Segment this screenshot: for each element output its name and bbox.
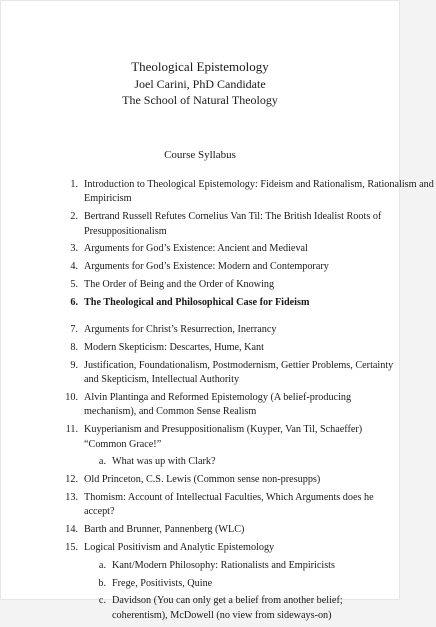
sub-item-text: Davidson (You can only get a belief from another belief; coherentism), McDowell (no view from sideways-on) bbox=[112, 595, 343, 621]
item-text: Arguments for Christ’s Resurrection, Inerrancy bbox=[84, 324, 277, 336]
item-number: 12. bbox=[65, 474, 78, 486]
item-text: Kuyperianism and Presuppositionalism (Kuyper, Van Til, Schaeffer) “Common Grace!” bbox=[84, 424, 363, 450]
item-text: Bertrand Russell Refutes Cornelius Van Til: The British Idealist Roots of Presuppositionalism bbox=[84, 211, 382, 237]
list-item bbox=[0, 523, 400, 537]
item-text: Arguments for God’s Existence: Modern and Contemporary bbox=[84, 261, 329, 273]
sub-item-text: Kant/Modern Philosophy: Rationalists and Empiricists bbox=[112, 559, 335, 571]
list-item bbox=[0, 323, 400, 337]
sub-list-item bbox=[0, 559, 400, 573]
item-number: 14. bbox=[65, 524, 78, 536]
list-item bbox=[0, 242, 400, 256]
item-text: Old Princeton, C.S. Lewis (Common sense non-presupps) bbox=[84, 474, 321, 486]
item-number: 15. bbox=[65, 542, 78, 553]
course-title: Theological Epistemology bbox=[131, 59, 269, 74]
item-number: 4. bbox=[70, 261, 78, 273]
list-item bbox=[0, 341, 400, 355]
list-item bbox=[0, 423, 400, 452]
item-text: Barth and Brunner, Pannenberg (WLC) bbox=[84, 524, 245, 536]
syllabus-list bbox=[0, 178, 434, 627]
item-text: Thomism: Account of Intellectual Faculties, Which Arguments does he accept? bbox=[84, 492, 374, 518]
sub-item-letter: b. bbox=[98, 577, 106, 589]
item-text: The Order of Being and the Order of Knowing bbox=[84, 279, 275, 290]
item-text: The Theological and Philosophical Case for Fideism bbox=[84, 296, 310, 308]
item-text: Alvin Plantinga and Reformed Epistemology (A belief-producing mechanism), and Common Sense Realism bbox=[84, 392, 352, 418]
sub-item-text: What was up with Clark? bbox=[112, 456, 216, 468]
item-number: 9. bbox=[70, 359, 78, 371]
item-text: Introduction to Theological Epistemology: Fideism and Rationalism, Rationalism and Empiricism bbox=[84, 179, 434, 205]
item-number: 6. bbox=[70, 296, 78, 308]
school-line: The School of Natural Theology bbox=[122, 93, 278, 107]
item-text: Modern Skepticism: Descartes, Hume, Kant bbox=[84, 342, 264, 353]
list-item bbox=[0, 260, 400, 274]
sub-list-item bbox=[0, 594, 400, 623]
item-text: Logical Positivism and Analytic Epistemology bbox=[84, 542, 275, 553]
sub-item-letter: a. bbox=[98, 456, 106, 468]
item-number: 8. bbox=[70, 342, 78, 353]
sub-item-letter: a. bbox=[98, 559, 106, 571]
item-number: 10. bbox=[65, 392, 78, 403]
item-number: 1. bbox=[70, 179, 78, 190]
list-item bbox=[0, 278, 400, 292]
item-text: Arguments for God’s Existence: Ancient and Medieval bbox=[84, 243, 308, 255]
sub-list-item bbox=[0, 577, 400, 591]
list-item bbox=[0, 391, 400, 420]
item-number: 2. bbox=[70, 211, 78, 223]
item-number: 5. bbox=[70, 279, 78, 290]
list-item bbox=[0, 178, 434, 207]
course-syllabus-heading: Course Syllabus bbox=[164, 149, 236, 161]
document-header bbox=[0, 58, 400, 108]
item-number: 11. bbox=[65, 424, 78, 436]
list-item bbox=[0, 491, 400, 520]
item-number: 3. bbox=[70, 243, 78, 255]
sub-item-text: Frege, Positivists, Quine bbox=[112, 577, 213, 589]
item-number: 13. bbox=[65, 492, 78, 503]
sub-list-item bbox=[0, 455, 400, 469]
list-item bbox=[0, 541, 400, 555]
list-item-highlighted bbox=[0, 296, 400, 310]
item-number: 7. bbox=[70, 324, 78, 336]
item-text: Justification, Foundationalism, Postmodernism, Gettier Problems, Certainty and Skepticism, Intellectual Authority bbox=[84, 359, 394, 386]
list-item bbox=[0, 210, 400, 239]
list-item bbox=[0, 359, 400, 388]
sub-item-letter: c. bbox=[98, 595, 106, 607]
list-item bbox=[0, 473, 400, 487]
author-line: Joel Carini, PhD Candidate bbox=[134, 77, 266, 91]
